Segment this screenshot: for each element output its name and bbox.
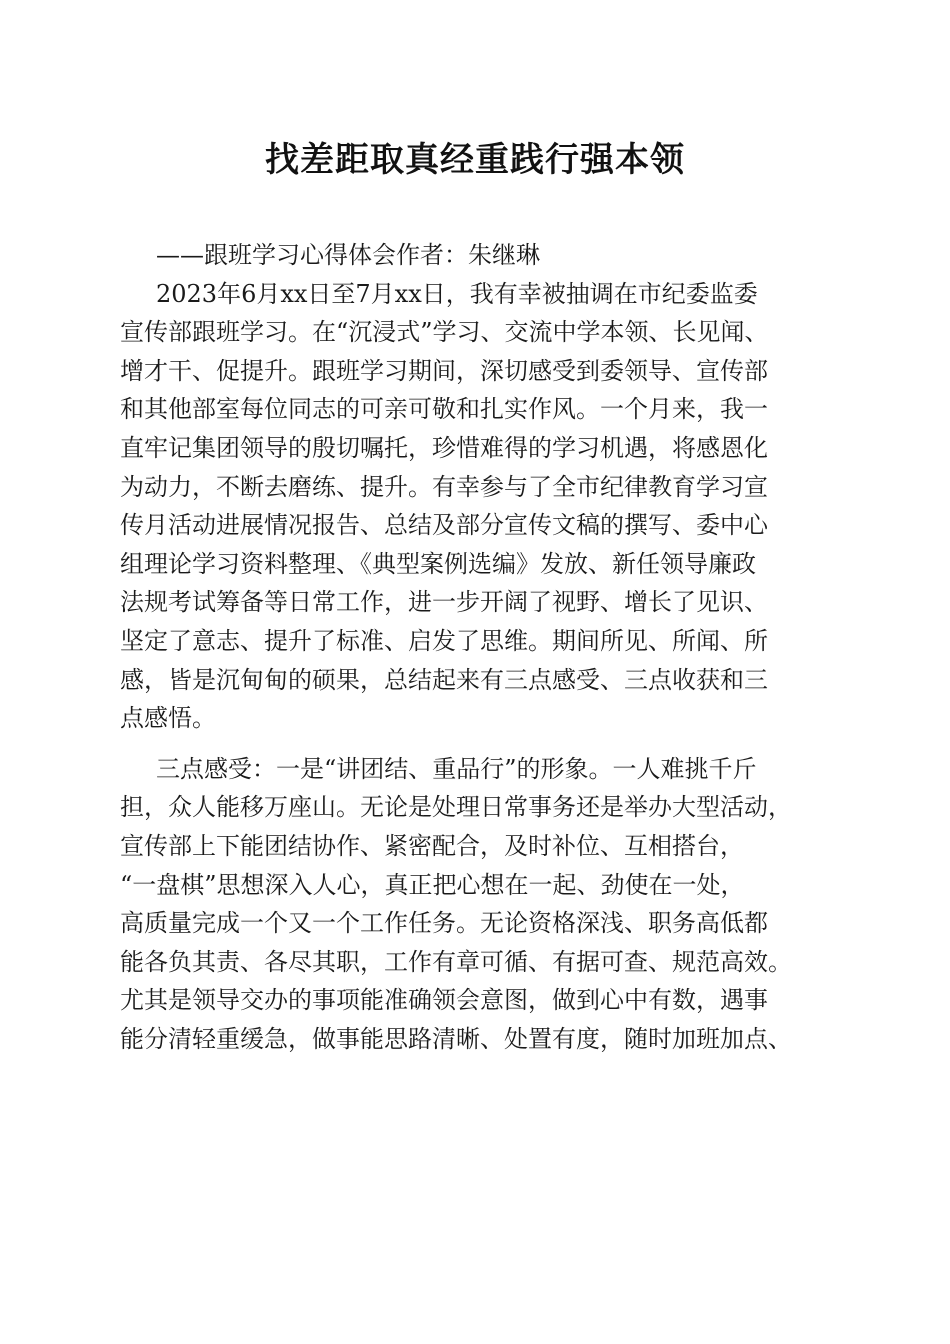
paragraph-line: 坚定了意志、提升了标准、启发了思维。期间所见、所闻、所 [120, 626, 768, 655]
paragraph-line: 和其他部室每位同志的可亲可敬和扎实作风。一个月来，我一 [120, 395, 768, 424]
document-title: 找差距取真经重践行强本领 [265, 140, 685, 180]
paragraph-line: 感，皆是沉甸甸的硕果，总结起来有三点感受、三点收获和三 [120, 665, 768, 694]
paragraph-line: 担，众人能移万座山。无论是处理日常事务还是举办大型活动， [120, 793, 792, 822]
paragraph-intro [120, 275, 840, 738]
paragraph-three-feelings [120, 750, 840, 1059]
paragraph-line: 三点感受：一是“讲团结、重品行”的形象。一人难挑千斤 [156, 754, 757, 783]
paragraph-line: 能分清轻重缓急，做事能思路清晰、处置有度，随时加班加点、 [120, 1024, 792, 1053]
paragraph-line: 传月活动进展情况报告、总结及部分宣传文稿的撰写、委中心 [120, 511, 768, 540]
paragraph-line: 组理论学习资料整理、《典型案例选编》发放、新任领导廉政 [120, 549, 756, 578]
paragraph-line: 直牢记集团领导的殷切嘱托，珍惜难得的学习机遇，将感恩化 [120, 433, 768, 462]
paragraph-line: 为动力，不断去磨练、提升。有幸参与了全市纪律教育学习宣 [120, 472, 768, 501]
paragraph-line: 增才干、促提升。跟班学习期间，深切感受到委领导、宣传部 [120, 356, 768, 385]
paragraph-gap [120, 738, 840, 750]
document-subtitle: ——跟班学习心得体会作者：朱继琳 [156, 241, 540, 269]
paragraph-line: 高质量完成一个又一个工作任务。无论资格深浅、职务高低都 [120, 909, 768, 938]
paragraph-line: 宣传部上下能团结协作、紧密配合，及时补位、互相搭台， [120, 831, 744, 860]
paragraph-line: 尤其是领导交办的事项能准确领会意图，做到心中有数，遇事 [120, 986, 768, 1015]
paragraph-line: 宣传部跟班学习。在“沉浸式”学习、交流中学本领、长见闻、 [120, 318, 769, 347]
paragraph-line: 法规考试筹备等日常工作，进一步开阔了视野、增长了见识、 [120, 588, 768, 617]
paragraph-line: 能各负其责、各尽其职，工作有章可循、有据可查、规范高效。 [120, 947, 792, 976]
paragraph-line: 点感悟。 [120, 704, 216, 733]
paragraph-line: 2023年6月xx日至7月xx日，我有幸被抽调在市纪委监委 [156, 279, 758, 308]
document-body [120, 236, 840, 1058]
paragraph-line: “一盘棋”思想深入人心，真正把心想在一起、劲使在一处， [120, 870, 745, 899]
